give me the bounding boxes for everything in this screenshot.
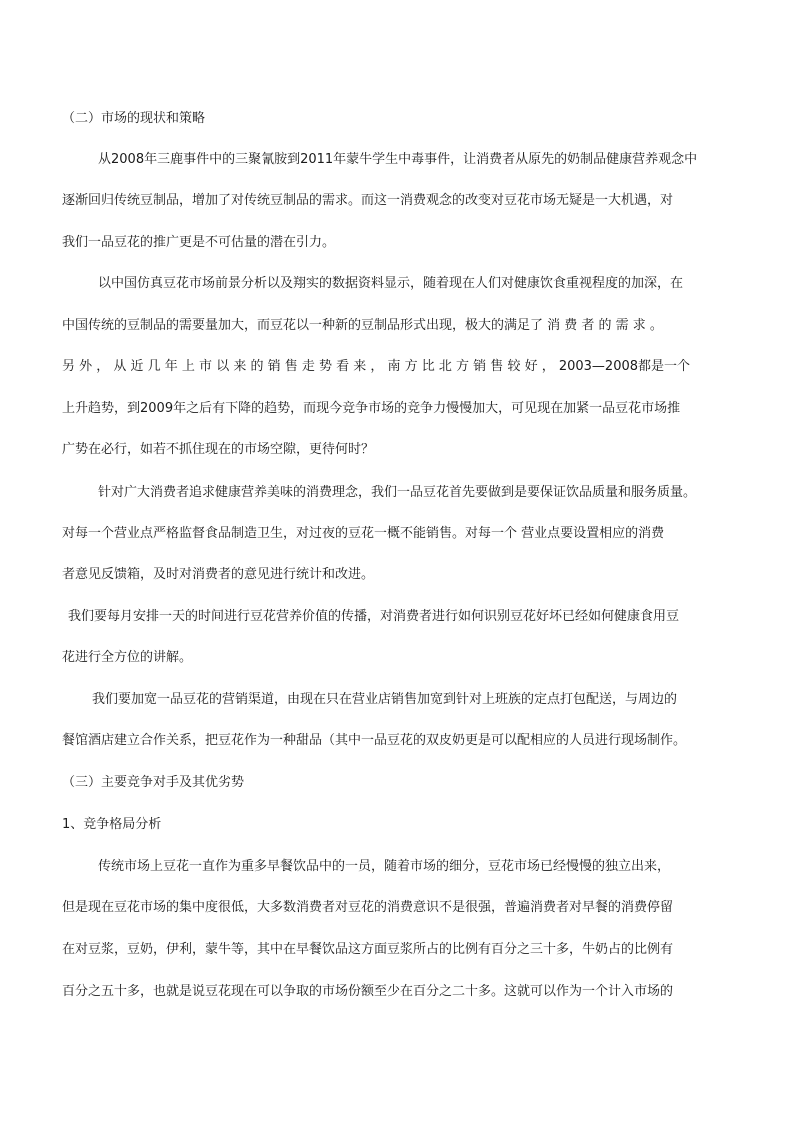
paragraph-line: 上升趋势，到2009年之后有下降的趋势，而现今竞争市场的竞争力慢慢加大，可见现在加紧一品豆花市场推: [62, 401, 681, 416]
section-heading-market-status: （二）市场的现状和策略: [62, 111, 206, 126]
paragraph-line: 对每一个营业点严格监督食品制造卫生，对过夜的豆花一概不能销售。对每一个 营业点要设置相应的消费: [62, 526, 665, 541]
paragraph-line: 花进行全方位的讲解。: [62, 650, 193, 665]
paragraph-line: 我们要加宽一品豆花的营销渠道，由现在只在营业店销售加宽到针对上班族的定点打包配送，与周边的: [92, 692, 678, 707]
paragraph-line: 中国传统的豆制品的需要量加大，而豆花以一种新的豆制品形式出现，极大的满足了 消 费 者 的 需 求 。: [62, 318, 663, 333]
paragraph-line: 针对广大消费者追求健康营养美味的消费理念，我们一品豆花首先要做到是要保证饮品质量和服务质量。: [98, 485, 697, 500]
paragraph-line: 在对豆浆，豆奶，伊利，蒙牛等，其中在早餐饮品这方面豆浆所占的比例有百分之三十多，牛奶占的比例有: [62, 942, 674, 957]
paragraph-line: 从2008年三鹿事件中的三聚氰胺到2011年蒙牛学生中毒事件，让消费者从原先的奶制品健康营养观念中: [98, 152, 698, 167]
paragraph-line: 百分之五十多，也就是说豆花现在可以争取的市场份额至少在百分之二十多。这就可以作为一个计入市场的: [62, 984, 674, 999]
section-heading-competitors: （三）主要竞争对手及其优劣势: [62, 775, 245, 790]
paragraph-line: 餐馆酒店建立合作关系，把豆花作为一种甜品（其中一品豆花的双皮奶更是可以配相应的人员进行现场制作。: [62, 733, 687, 748]
paragraph-line: 传统市场上豆花一直作为重多早餐饮品中的一员，随着市场的细分，豆花市场已经慢慢的独立出来，: [98, 859, 671, 874]
paragraph-line: 广势在必行，如若不抓住现在的市场空隙，更待何时？: [62, 442, 375, 457]
paragraph-line: 逐渐回归传统豆制品，增加了对传统豆制品的需求。而这一消费观念的改变对豆花市场无疑是一大机遇，对: [62, 193, 674, 208]
paragraph-line: 另 外 ， 从 近 几 年 上 市 以 来 的 销 售 走 势 看 来 ， 南 方 比 北 方 销 售 较 好 ， 2003—2008都是一个: [62, 359, 691, 374]
paragraph-line: 我们一品豆花的推广更是不可估量的潜在引力。: [62, 235, 336, 250]
subsection-heading-competition-analysis: 1、竞争格局分析: [62, 817, 162, 832]
paragraph-line: 者意见反馈箱，及时对消费者的意见进行统计和改进。: [62, 567, 375, 582]
paragraph-line: 以中国仿真豆花市场前景分析以及翔实的数据资料显示，随着现在人们对健康饮食重视程度的加深，在: [98, 276, 684, 291]
paragraph-line: 但是现在豆花市场的集中度很低，大多数消费者对豆花的消费意识不是很强，普遍消费者对早餐的消费停留: [62, 900, 674, 915]
paragraph-line: 我们要每月安排一天的时间进行豆花营养价值的传播，对消费者进行如何识别豆花好坏已经如何健康食用豆: [68, 609, 680, 624]
